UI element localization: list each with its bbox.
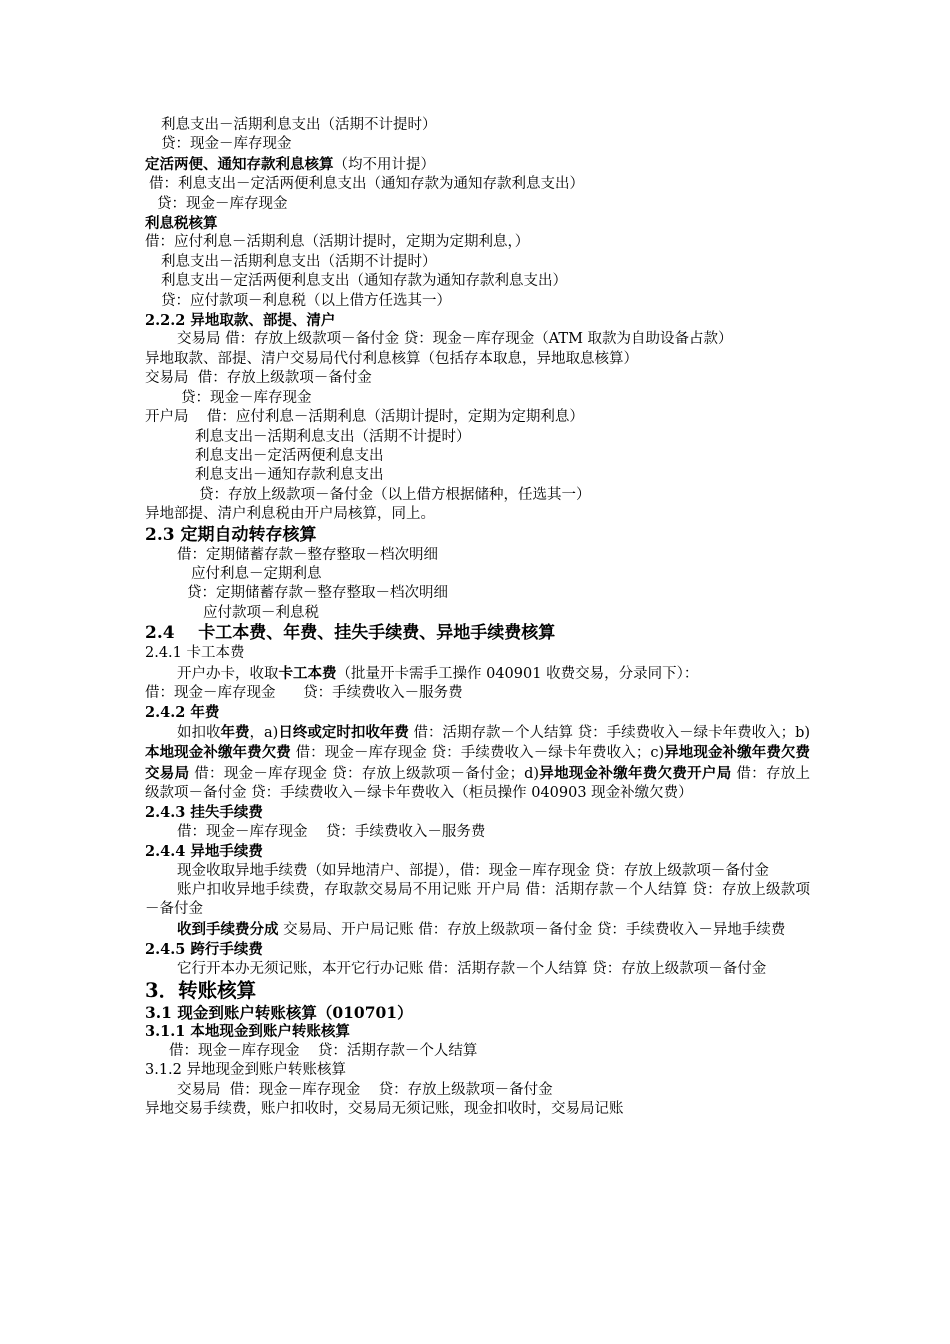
subsection-heading: 2.4.3 挂失手续费 bbox=[145, 804, 263, 822]
text-bold: 年费 bbox=[220, 723, 250, 741]
text-line: 借：现金－库存现金 贷：手续费收入－服务费 bbox=[177, 823, 486, 840]
text-paragraph: 账户扣收异地手续费，存取款交易局不用记账 开户局 借：活期存款－个人结算 贷：存放上级款项－备付金 bbox=[145, 882, 810, 918]
chapter-heading: 3．转账核算 bbox=[145, 979, 257, 1003]
subsection-heading: 2.4.2 年费 bbox=[145, 704, 220, 722]
text-line: 利息支出－活期利息支出（活期不计提时） bbox=[161, 253, 437, 270]
heading-bold: 定活两便、通知存款利息核算 bbox=[145, 155, 334, 173]
text-bold: 异地现金补缴年费欠费开户局 bbox=[539, 764, 732, 782]
text-span: 借：现金－库存现金 贷：手续费收入－绿卡年费收入；c) bbox=[290, 745, 665, 762]
text-bold: 异地现金补缴年费欠费交易局 bbox=[145, 744, 810, 782]
text-line: 借：现金－库存现金 贷：活期存款－个人结算 bbox=[169, 1042, 478, 1059]
text-line: 贷：定期储蓄存款－整存整取－档次明细 bbox=[187, 585, 448, 602]
section-heading: 2.2.2 异地取款、部提、清户 bbox=[145, 312, 336, 330]
text-span: 交易局、开户局记账 借：存放上级款项－备付金 贷：手续费收入－异地手续费 bbox=[278, 921, 786, 938]
subsection-heading: 2.4.4 异地手续费 bbox=[145, 843, 263, 861]
text-bold: 卡工本费 bbox=[278, 664, 337, 682]
text-line: 贷：现金－库存现金 bbox=[181, 389, 312, 406]
text-span: （批量开卡需手工操作 040901 收费交易，分录同下）： bbox=[336, 665, 699, 682]
text-bold: 收到手续费分成 bbox=[177, 920, 279, 938]
text-paragraph: 它行开本办无须记账，本开它行办记账 借：活期存款－个人结算 贷：存放上级款项－备付金 bbox=[177, 960, 767, 977]
text-line: 开户局 借：应付利息－活期利息（活期计提时，定期为定期利息） bbox=[145, 409, 584, 426]
text-span: 如扣收 bbox=[177, 724, 221, 741]
text-line: 贷：现金－库存现金 bbox=[157, 195, 288, 212]
text-span: 借：活期存款－个人结算 贷：手续费收入－绿卡年费收入；b) bbox=[408, 724, 811, 741]
text-line bbox=[145, 664, 810, 684]
text-line: 利息支出－通知存款利息支出 bbox=[195, 467, 384, 484]
heading-line bbox=[145, 155, 810, 175]
section-heading: 利息税核算 bbox=[145, 215, 218, 233]
text-line: 借：现金－库存现金 贷：手续费收入－服务费 bbox=[145, 684, 463, 701]
text-line: 交易局 借：现金－库存现金 贷：存放上级款项－备付金 bbox=[177, 1081, 553, 1098]
text-line: 利息支出－活期利息支出（活期不计提时） bbox=[161, 117, 437, 133]
text-line: 贷：应付款项－利息税（以上借方任选其一） bbox=[161, 292, 451, 309]
text-line: 借：应付利息－活期利息（活期计提时，定期为定期利息，） bbox=[145, 234, 530, 251]
heading-rest: （均不用计提） bbox=[333, 156, 435, 173]
text-span: 借：存放上级款项－备付金 贷：手续费收入－绿卡年费收入（柜员操作 040903 现金补缴欠费） bbox=[145, 765, 811, 801]
text-span: 借：现金－库存现金 贷：存放上级款项－备付金；d) bbox=[189, 765, 540, 782]
text-bold: 日终或定时扣收年费 bbox=[278, 723, 409, 741]
text-paragraph: 交易局 借：存放上级款项－备付金 贷：现金－库存现金（ATM 取款为自助设备占款） bbox=[177, 331, 733, 348]
text-bold: 本地现金补缴年费欠费 bbox=[145, 744, 291, 762]
subsection-heading: 3.1.1 本地现金到账户转账核算 bbox=[145, 1023, 350, 1041]
text-paragraph bbox=[145, 723, 810, 804]
text-line: 利息支出－活期利息支出（活期不计提时） bbox=[195, 428, 471, 445]
text-paragraph bbox=[145, 920, 810, 940]
section-heading: 3.1 现金到账户转账核算（010701） bbox=[145, 1003, 413, 1023]
text-line: 利息支出－定活两便利息支出 bbox=[195, 447, 384, 464]
subsection-heading: 3.1.2 异地现金到账户转账核算 bbox=[145, 1062, 347, 1079]
subsection-heading: 2.4.1 卡工本费 bbox=[145, 645, 245, 662]
text-line: 利息支出－定活两便利息支出（通知存款为通知存款利息支出） bbox=[161, 273, 567, 290]
text-line: 应付利息－定期利息 bbox=[191, 565, 322, 582]
section-heading: 2.4 卡工本费、年费、挂失手续费、异地手续费核算 bbox=[145, 623, 556, 644]
section-heading: 2.3 定期自动转存核算 bbox=[145, 524, 317, 545]
text-line: 借：利息支出－定活两便利息支出（通知存款为通知存款利息支出） bbox=[149, 176, 584, 193]
text-line: 应付款项－利息税 bbox=[203, 604, 319, 621]
document-page bbox=[145, 116, 810, 1120]
text-span: ，a) bbox=[249, 724, 279, 741]
subsection-heading: 2.4.5 跨行手续费 bbox=[145, 941, 263, 959]
text-line: 交易局 借：存放上级款项－备付金 bbox=[145, 370, 372, 387]
text-line: 异地取款、部提、清户交易局代付利息核算（包括存本取息，异地取息核算） bbox=[145, 350, 638, 367]
text-line: 借：定期储蓄存款－整存整取－档次明细 bbox=[177, 546, 438, 563]
text-span: 开户办卡，收取 bbox=[177, 665, 279, 682]
text-line: 贷：现金－库存现金 bbox=[161, 136, 292, 153]
text-paragraph: 现金收取异地手续费（如异地清户、部提），借：现金－库存现金 贷：存放上级款项－备付金 bbox=[177, 862, 769, 879]
text-line: 异地部提、清户利息税由开户局核算，同上。 bbox=[145, 506, 435, 523]
text-line: 异地交易手续费，账户扣收时，交易局无须记账，现金扣收时，交易局记账 bbox=[145, 1101, 624, 1118]
text-line: 贷：存放上级款项－备付金（以上借方根据储种，任选其一） bbox=[199, 486, 591, 503]
